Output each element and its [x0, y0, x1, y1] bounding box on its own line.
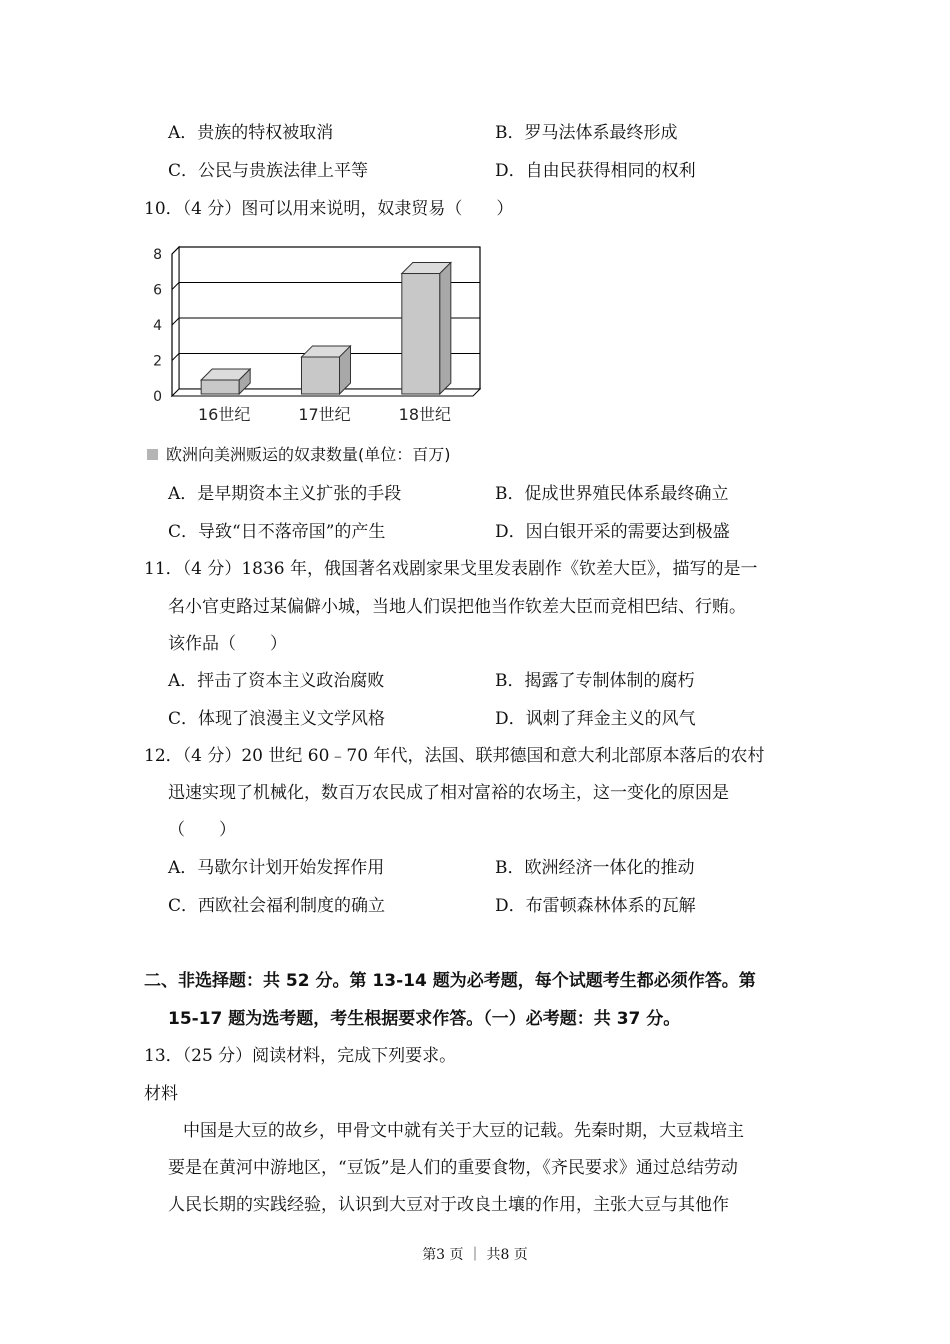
y-tick-label: 6	[153, 282, 162, 299]
q12-line-2: 迅速实现了机械化，数百万农民成了相对富裕的农场主，这一变化的原因是	[168, 783, 729, 803]
y-tick-label: 2	[153, 353, 162, 370]
q13-material-line-2: 要是在黄河中游地区，“豆饭”是人们的重要食物，《齐民要求》通过总结劳动	[168, 1158, 738, 1178]
q10-option-d: D．因白银开采的需要达到极盛	[495, 522, 730, 542]
y-tick-label: 4	[153, 318, 162, 334]
x-tick-label: 16世纪	[197, 405, 251, 424]
q9-option-d: D．自由民获得相同的权利	[495, 161, 696, 181]
legend-swatch	[147, 449, 158, 460]
section-2-heading-line-1: 二、非选择题：共 52 分。第 13-14 题为必考题，每个试题考生都必须作答。第	[144, 971, 756, 991]
q12-option-b: B．欧洲经济一体化的推动	[495, 858, 695, 878]
q13-material-line-3: 人民长期的实践经验，认识到大豆对于改良土壤的作用，主张大豆与其他作	[168, 1195, 729, 1215]
q13-material-label: 材料	[144, 1084, 178, 1104]
x-tick-label: 18世纪	[398, 405, 452, 424]
q12-line-3: （ ）	[168, 820, 236, 840]
q13-stem: 13．（25 分）阅读材料，完成下列要求。	[144, 1046, 457, 1066]
q12-line-1: 12．（4 分）20 世纪 60﹣70 年代，法国、联邦德国和意大利北部原本落后的农村	[144, 746, 765, 766]
q11-line-2: 名小官吏路过某偏僻小城，当地人们误把他当作钦差大臣而竞相巴结、行贿。	[168, 597, 746, 617]
q10-option-a: A．是早期资本主义扩张的手段	[168, 484, 402, 504]
bar-front	[402, 274, 440, 394]
q13-material-line-1: 中国是大豆的故乡，甲骨文中就有关于大豆的记载。先秦时期，大豆栽培主	[183, 1121, 744, 1141]
chart-legend	[147, 444, 451, 466]
q11-option-c: C．体现了浪漫主义文学风格	[168, 709, 386, 729]
q10-stem: 10．（4 分）图可以用来说明，奴隶贸易（ ）	[144, 199, 514, 219]
section-2-heading-line-2: 15-17 题为选考题，考生根据要求作答。（一）必考题：共 37 分。	[168, 1009, 681, 1029]
y-tick-label: 0	[153, 389, 162, 405]
legend-label: 欧洲向美洲贩运的奴隶数量(单位：百万)	[166, 445, 451, 464]
q11-option-d: D．讽刺了拜金主义的风气	[495, 709, 696, 729]
q10-option-b: B．促成世界殖民体系最终确立	[495, 484, 729, 504]
q11-option-a: A．抨击了资本主义政治腐败	[168, 671, 385, 691]
bar-side	[440, 263, 451, 394]
q11-line-3: 该作品（ ）	[168, 634, 287, 654]
q9-option-b: B．罗马法体系最终形成	[495, 123, 678, 143]
q12-option-c: C．西欧社会福利制度的确立	[168, 896, 386, 916]
q12-option-a: A．马歇尔计划开始发挥作用	[168, 858, 385, 878]
q12-option-d: D．布雷顿森林体系的瓦解	[495, 896, 696, 916]
q11-option-b: B．揭露了专制体制的腐朽	[495, 671, 695, 691]
x-tick-label: 17世纪	[298, 405, 351, 424]
page-footer: 第3 页 ｜ 共8 页	[422, 1247, 528, 1263]
q10-option-c: C．导致“日不落帝国”的产生	[168, 522, 386, 542]
y-tick-label: 8	[153, 247, 162, 263]
q11-line-1: 11．（4 分）1836 年，俄国著名戏剧家果戈里发表剧作《钦差大臣》，描写的是一	[144, 559, 758, 579]
slave-trade-bar-chart	[144, 236, 484, 436]
bar-front	[302, 357, 340, 394]
q9-option-a: A．贵族的特权被取消	[168, 123, 334, 143]
bar-front	[201, 380, 239, 394]
q9-option-c: C．公民与贵族法律上平等	[168, 161, 369, 181]
